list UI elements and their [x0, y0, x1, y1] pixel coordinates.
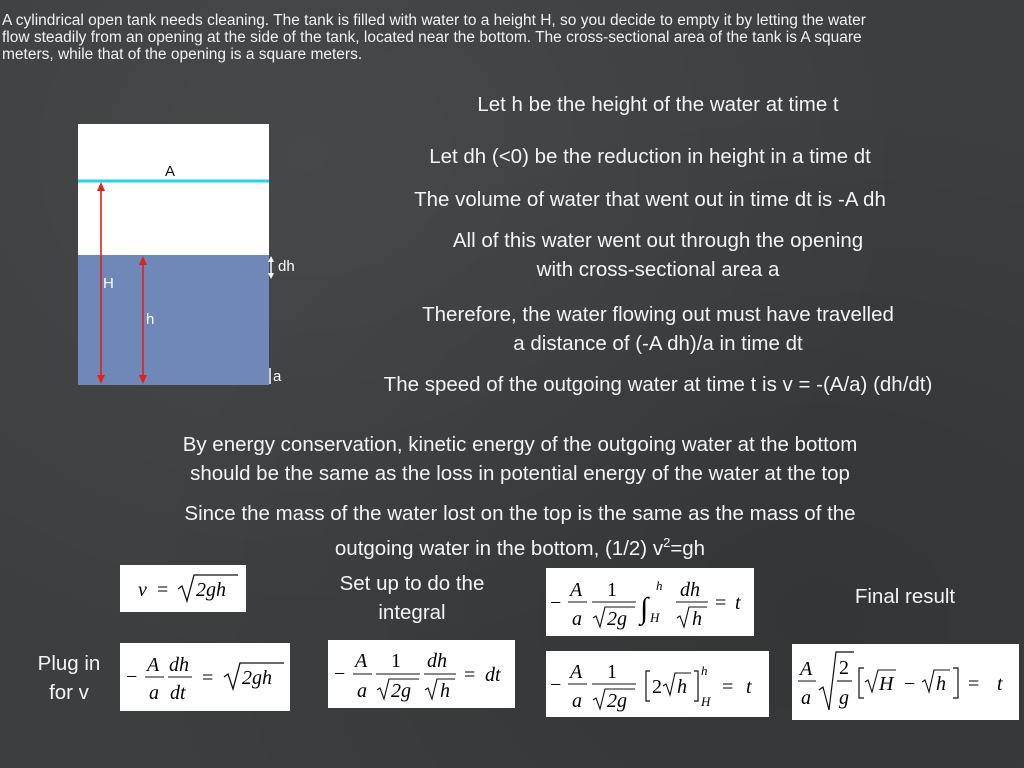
statement-text: a distance of (-A dh)/a in time dt	[513, 332, 803, 355]
mass-superscript: 2	[663, 535, 671, 550]
eq-h: h	[936, 673, 946, 695]
eq-v-var: v	[138, 579, 147, 601]
eq-one: 1	[391, 650, 401, 672]
statement-text: Therefore, the water flowing out must have travelled	[422, 303, 894, 326]
statement-text: By energy conservation, kinetic energy of the outgoing water at the bottom	[182, 433, 858, 456]
statement-text: The speed of the outgoing water at time t is v = -(A/a) (dh/dt)	[383, 373, 933, 396]
problem-line-3: meters, while that of the opening is a square meters.	[2, 46, 363, 63]
eq-a: a	[572, 690, 582, 712]
eq-equals: =	[202, 667, 214, 689]
label-a: a	[273, 368, 282, 385]
eq-2g: 2g	[607, 608, 627, 630]
eq-A: A	[355, 650, 368, 672]
tank-diagram	[60, 110, 320, 400]
statement-opening	[338, 226, 978, 284]
eq-dh: dh	[680, 579, 700, 601]
statement-text: Let h be the height of the water at time t	[477, 93, 839, 116]
label-text: for v	[49, 681, 89, 704]
statement-text: with cross-sectional area a	[536, 258, 780, 281]
eq-minus: −	[334, 663, 346, 685]
statement-text: All of this water went out through the opening	[452, 229, 864, 252]
integral-sign: ∫	[640, 592, 649, 625]
right-bracket	[953, 668, 958, 698]
statement-energy	[90, 430, 950, 488]
label-text: Set up to do the	[339, 572, 485, 595]
eq-a: a	[572, 608, 582, 630]
eq-two: 2	[652, 676, 662, 698]
label-A: A	[165, 163, 176, 180]
eq-minus: −	[550, 592, 562, 614]
eq-dt: dt	[485, 664, 501, 686]
statement-mass	[90, 499, 950, 563]
eq-t: t	[735, 592, 741, 614]
integral-upper-limit: h	[656, 578, 663, 593]
eq-minus: −	[904, 673, 916, 695]
eq-a: a	[149, 682, 159, 704]
eq-2g: 2g	[391, 680, 411, 702]
label-text: Final result	[854, 585, 956, 608]
equation-evaluated	[546, 651, 769, 717]
problem-line-1: A cylindrical open tank needs cleaning. The tank is filled with water to a height H, so you decide to empty it by letting the water	[2, 12, 866, 29]
eq-one: 1	[607, 661, 617, 683]
tank-diagram-svg	[60, 110, 320, 400]
eq-dt: dt	[170, 682, 186, 704]
eq-H: H	[879, 673, 894, 695]
eq-dh: dh	[427, 650, 447, 672]
eq-2gh: 2gh	[196, 579, 226, 601]
bracket-lower-limit: H	[701, 694, 711, 709]
left-bracket	[646, 671, 650, 701]
eq-equals: =	[464, 664, 476, 686]
equation-final	[792, 644, 1019, 720]
eq-equals: =	[968, 673, 980, 695]
eq-equals: =	[715, 592, 727, 614]
statement-text	[90, 528, 950, 563]
statement-text: Let dh (<0) be the reduction in height in a time dt	[429, 145, 871, 168]
eq-t: t	[997, 673, 1003, 695]
mass-text: outgoing water in the bottom, (1/2) v	[334, 536, 664, 560]
eq-dh: dh	[169, 654, 189, 676]
eq-A: A	[800, 658, 813, 680]
statement-text: The volume of water that went out in time dt is -A dh	[414, 188, 886, 211]
equation-integral	[546, 568, 754, 636]
label-dh: dh	[278, 258, 295, 275]
statement-distance	[338, 300, 978, 358]
statement-text: should be the same as the loss in potential energy of the water at the top	[190, 462, 850, 485]
eq-h: h	[692, 608, 702, 630]
eq-a: a	[801, 687, 811, 709]
statement-dh-definition	[330, 142, 970, 171]
eq-t: t	[746, 676, 752, 698]
label-H: H	[103, 275, 114, 292]
equation-plug-in	[120, 643, 290, 711]
setup-integral-label	[312, 569, 512, 627]
integral-lower-limit: H	[650, 610, 660, 625]
eq-minus: −	[126, 666, 138, 688]
eq-equals: =	[157, 579, 169, 601]
eq-h: h	[677, 676, 687, 698]
right-bracket	[694, 671, 698, 701]
bracket-upper-limit: h	[701, 663, 708, 678]
eq-a: a	[357, 680, 367, 702]
mass-text-end: =gh	[670, 536, 706, 560]
statement-volume	[330, 185, 970, 214]
eq-h: h	[440, 680, 450, 702]
equation-separated	[328, 640, 515, 708]
eq-one: 1	[607, 579, 617, 601]
eq-equals: =	[722, 676, 734, 698]
equation-v	[120, 565, 246, 612]
eq-2gh: 2gh	[242, 667, 272, 689]
statement-speed	[330, 370, 986, 399]
eq-two: 2	[839, 657, 849, 679]
label-h: h	[146, 311, 155, 328]
eq-A: A	[570, 661, 583, 683]
label-text: Plug in	[37, 652, 101, 675]
plug-in-label	[18, 649, 120, 707]
statement-text: Since the mass of the water lost on the top is the same as the mass of the	[184, 502, 856, 525]
problem-statement	[2, 12, 1022, 63]
eq-2g: 2g	[607, 690, 627, 712]
eq-A: A	[570, 579, 583, 601]
eq-A: A	[147, 654, 160, 676]
eq-minus: −	[550, 674, 562, 696]
statement-h-definition	[340, 90, 976, 119]
label-text: integral	[378, 601, 446, 624]
final-result-label	[820, 582, 990, 611]
eq-g: g	[839, 687, 849, 709]
problem-line-2: flow steadily from an opening at the side of the tank, located near the bottom. The cross-sectional area of the tank is A square	[2, 29, 862, 46]
left-bracket	[859, 668, 864, 698]
